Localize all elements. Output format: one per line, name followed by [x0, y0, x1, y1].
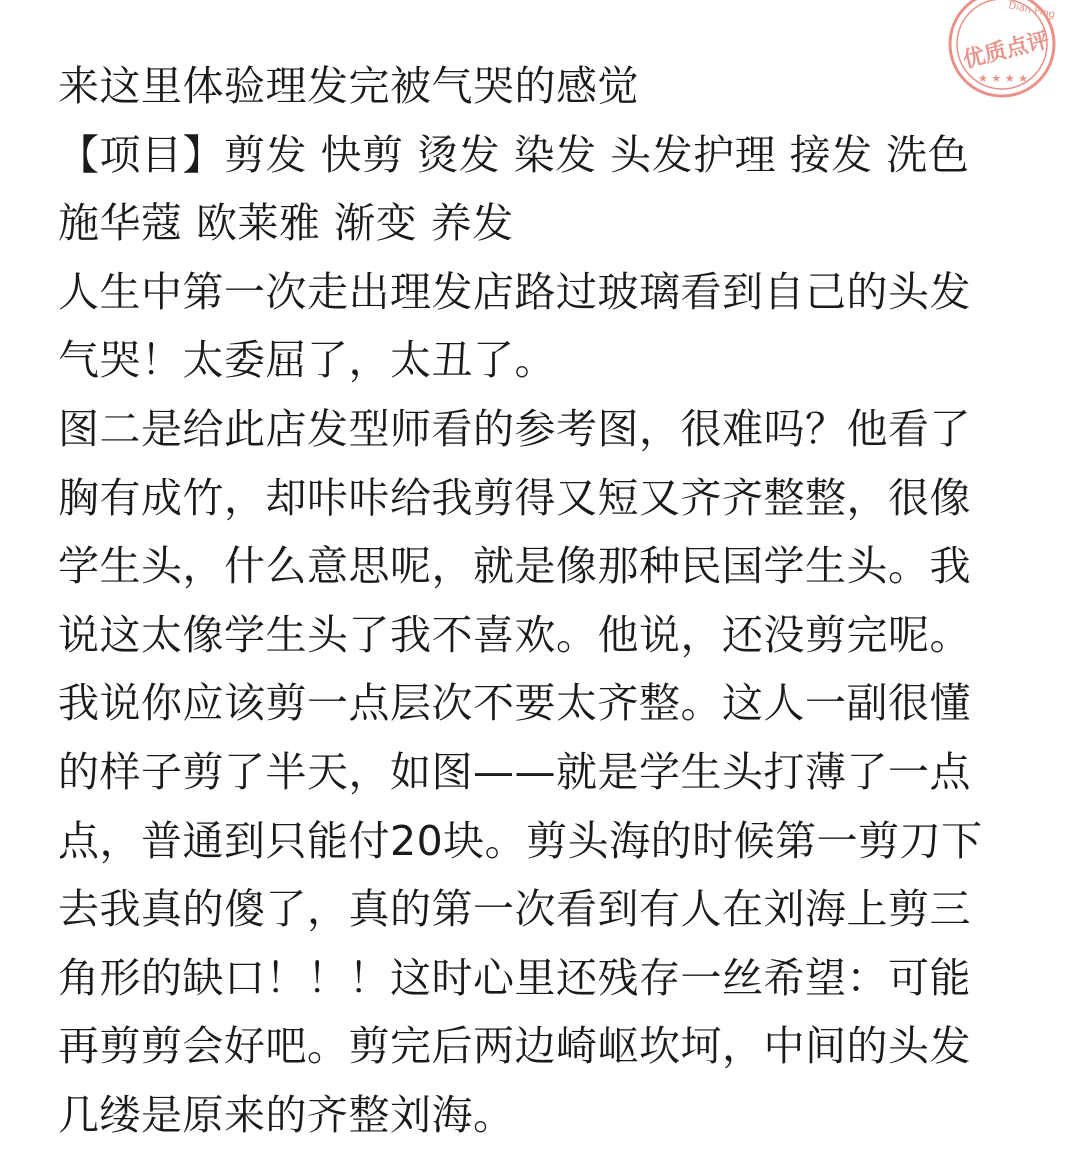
stamp-label: 优质点评 [960, 27, 1052, 74]
review-line: 角形的缺口！！！这时心里还残存一丝希望：可能 [58, 953, 971, 1002]
review-line: 人生中第一次走出理发店路过玻璃看到自己的头发 [58, 267, 971, 316]
review-line: 气哭！太委屈了，太丑了。 [58, 336, 556, 385]
stamp-stars-icon: ★ ★ ★ ★ [978, 72, 1028, 85]
review-line: 去我真的傻了，真的第一次看到有人在刘海上剪三 [58, 885, 971, 934]
review-line: 点，普通到只能付20块。剪头海的时候第一剪刀下 [58, 816, 983, 865]
review-line: 说这太像学生头了我不喜欢。他说，还没剪完呢。 [58, 610, 971, 659]
review-line: 的样子剪了半天，如图——就是学生头打薄了一点 [58, 747, 971, 796]
stamp-arc-text: Dian Ping [1007, 0, 1057, 21]
review-line: 【项目】剪发 快剪 烫发 染发 头发护理 接发 洗色 [58, 130, 970, 179]
review-text [58, 52, 1018, 1150]
review-line: 我说你应该剪一点层次不要太齐整。这人一副很懂 [58, 679, 971, 728]
review-line: 胸有成竹，却咔咔给我剪得又短又齐齐整整，很像 [58, 473, 971, 522]
review-line: 几缕是原来的齐整刘海。 [58, 1090, 515, 1139]
review-line: 再剪剪会好吧。剪完后两边崎岖坎坷，中间的头发 [58, 1022, 971, 1071]
review-title: 来这里体验理发完被气哭的感觉 [58, 62, 639, 110]
review-line: 图二是给此店发型师看的参考图，很难吗？他看了 [58, 404, 971, 453]
review-line: 学生头，什么意思呢，就是像那种民国学生头。我 [58, 542, 971, 591]
review-line: 施华蔻 欧莱雅 渐变 养发 [58, 199, 514, 248]
